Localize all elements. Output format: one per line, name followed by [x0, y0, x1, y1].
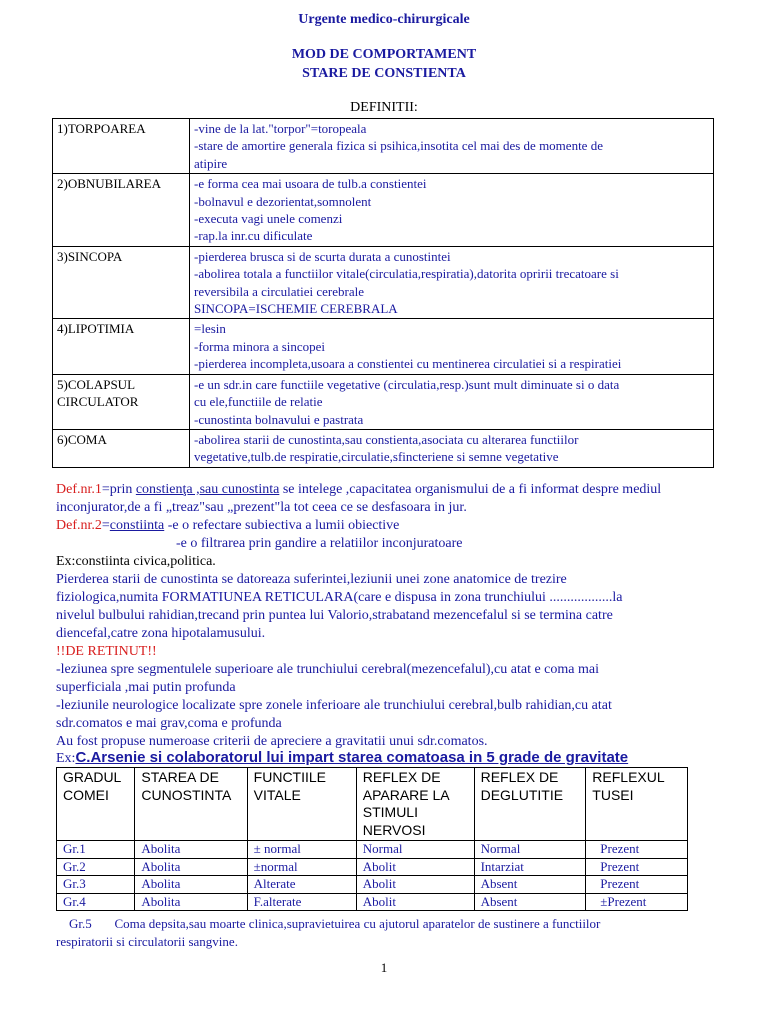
definition-term-line: 6)COMA	[57, 431, 107, 447]
coma-table-cell: Abolit	[356, 893, 474, 911]
definition-2-line-2: -e o filtrarea prin gandire a relatiilor inconjuratoare	[176, 536, 463, 551]
coma-table-header-row	[57, 768, 688, 841]
definition-term-line: CIRCULATOR	[57, 394, 139, 410]
definition-description-line: vegetative,tulb.de respiratie,circulatie,sfincteriene si semne vegetative	[194, 449, 559, 465]
definition-row	[53, 374, 714, 429]
definition-2-line-1	[56, 517, 399, 535]
coma-table-row	[57, 841, 688, 859]
example-1: Ex:constiinta civica,politica.	[56, 554, 216, 569]
grade-5-note	[56, 915, 600, 951]
definition-term	[53, 319, 190, 374]
coma-table-header-line: NERVOSI	[362, 821, 426, 838]
coma-grades-table	[56, 767, 688, 911]
document-header: Urgente medico-chirurgicale	[298, 12, 470, 27]
definition-description	[190, 319, 714, 374]
paragraph-2-line-2: superficiala ,mai putin profunda	[56, 680, 236, 695]
definition-description-line: reversibila a circulatiei cerebrale	[194, 283, 364, 299]
def2-term: constiinta	[109, 518, 165, 533]
page-number: 1	[380, 960, 388, 975]
definition-description-line: atipire	[194, 155, 228, 171]
coma-table-cell: ±normal	[247, 858, 356, 876]
coma-table-header-cell	[356, 768, 474, 841]
coma-table-header-line: GRADUL	[63, 769, 122, 785]
def1-eq: =prin	[101, 482, 136, 497]
example-2	[56, 749, 628, 767]
coma-table-header-line: REFLEX DE	[480, 769, 559, 785]
definition-description-line: =lesin	[194, 321, 226, 337]
def1-label: Def.nr.1	[56, 482, 102, 497]
definition-description-line: -pierderea brusca si de scurta durata a cunostintei	[194, 248, 451, 264]
title-line-1: MOD DE COMPORTAMENT	[291, 47, 477, 62]
coma-table-cell: Gr.1	[57, 841, 135, 859]
paragraph-2-line-3: -leziunile neurologice localizate spre zonele inferioare ale trunchiului cerebral,bulb rahidian,cu atat	[56, 698, 612, 713]
definition-1-line-2: inconjurator,de a fi „treaz"sau „prezent"la tot ceea ce se desfasoara in jur.	[56, 500, 467, 515]
coma-table-header-line: FUNCTIILE	[253, 769, 327, 785]
coma-table-cell: Abolita	[135, 893, 247, 911]
definition-row	[53, 174, 714, 247]
definition-term	[53, 174, 190, 247]
definition-description-line: -e un sdr.in care functiile vegetative (circulatia,resp.)sunt mult diminuate si o data	[194, 376, 620, 392]
definition-row	[53, 119, 714, 174]
coma-table-header-line: VITALE	[253, 786, 301, 803]
definition-term	[53, 119, 190, 174]
definition-description	[190, 246, 714, 319]
def2-rest: -e o refectare subiectiva a lumii obiective	[164, 518, 400, 533]
coma-table-cell: Abolita	[135, 876, 247, 894]
coma-table-header-line: APARARE LA	[362, 786, 450, 803]
coma-table-cell: Gr.2	[57, 858, 135, 876]
coma-table-header-line: TUSEI	[592, 786, 634, 803]
definition-description-line: -abolirea starii de cunostinta,sau constienta,asociata cu alterarea functiilor	[194, 431, 579, 447]
definition-description-line: SINCOPA=ISCHEMIE CEREBRALA	[194, 301, 398, 317]
grade-5-line-2: respiratorii si circulatorii sangvine.	[56, 934, 238, 949]
coma-table-header-line: DEGLUTITIE	[480, 786, 564, 803]
coma-table-cell: ± normal	[247, 841, 356, 859]
paragraph-1-line-1: Pierderea starii de cunostinta se datoreaza suferintei,leziunii unei zone anatomice de trezire	[56, 572, 567, 587]
definition-term	[53, 246, 190, 319]
coma-table-cell: Gr.4	[57, 893, 135, 911]
coma-table-header-cell	[586, 768, 688, 841]
coma-table-header-line: REFLEX DE	[362, 769, 441, 785]
definition-term-line: 1)TORPOAREA	[57, 121, 146, 136]
coma-table-header-cell	[474, 768, 586, 841]
definition-description-line: -stare de amortire generala fizica si psihica,insotita cel mai des de momente de	[194, 138, 603, 154]
paragraph-2-line-5: Au fost propuse numeroase criterii de apreciere a gravitatii unui sdr.comatos.	[56, 734, 488, 749]
coma-table-row	[57, 893, 688, 911]
coma-table-header-line: COMEI	[63, 786, 109, 803]
coma-table-cell: Intarziat	[474, 858, 586, 876]
coma-table-cell: Prezent	[586, 876, 688, 894]
coma-table-cell: Absent	[474, 893, 586, 911]
definition-term	[53, 429, 190, 467]
definitions-table-body	[53, 119, 714, 468]
definition-term-line: 4)LIPOTIMIA	[57, 321, 135, 337]
definition-row	[53, 429, 714, 467]
paragraph-1-line-3: nivelul bulbului rahidian,trecand prin puntea lui Valorio,strabatand mezencefalul si se termina catre	[56, 608, 613, 623]
coma-table-cell: Abolita	[135, 841, 247, 859]
definition-description-line: -forma minora a sincopei	[194, 338, 326, 354]
coma-table-cell: Abolit	[356, 858, 474, 876]
definition-description	[190, 374, 714, 429]
definition-description	[190, 119, 714, 174]
coma-table-body	[57, 841, 688, 911]
definition-description-line: -rap.la inr.cu dificulate	[194, 228, 313, 244]
coma-table-header-line: REFLEXUL	[592, 769, 665, 785]
definition-term	[53, 374, 190, 429]
definition-description-line: -pierderea incompleta,usoara a constientei cu mentinerea circulatiei si a respiratiei	[194, 356, 622, 372]
coma-table-cell: Normal	[474, 841, 586, 859]
coma-table-header-line: STIMULI	[362, 804, 418, 820]
definition-description	[190, 429, 714, 467]
coma-table-cell: Prezent	[586, 858, 688, 876]
coma-table-cell: Alterate	[247, 876, 356, 894]
definitions-heading: DEFINITII:	[350, 100, 418, 115]
coma-table-row	[57, 876, 688, 894]
coma-table-cell: Abolit	[356, 876, 474, 894]
definition-term-line: 2)OBNUBILAREA	[57, 176, 161, 192]
paragraph-2-line-4: sdr.comatos e mai grav,coma e profunda	[56, 716, 282, 731]
coma-table-header-cell	[57, 768, 135, 841]
def2-label: Def.nr.2	[56, 518, 102, 533]
def1-rest: se intelege ,capacitatea organismului de a fi informat despre mediul	[279, 482, 662, 497]
coma-table-header-line: CUNOSTINTA	[141, 786, 232, 803]
definition-term-line: 5)COLAPSUL	[57, 376, 136, 392]
definitions-table	[52, 118, 714, 468]
paragraph-1-line-2: fiziologica,numita FORMATIUNEA RETICULARA(care e dispusa in zona trunchiului ..................la	[56, 590, 623, 605]
definition-row	[53, 319, 714, 374]
definition-description-line: -bolnavul e dezorientat,somnolent	[194, 193, 372, 209]
coma-table-header-line: STAREA DE	[141, 769, 219, 785]
title-line-2: STARE DE CONSTIENTA	[302, 66, 466, 81]
coma-table-cell: Absent	[474, 876, 586, 894]
definition-description-line: -vine de la lat."torpor"=toropeala	[194, 121, 367, 136]
coma-table-row	[57, 858, 688, 876]
coma-table-cell: Abolita	[135, 858, 247, 876]
definition-description-line: cu ele,functiile de relatie	[194, 394, 323, 410]
coma-table-cell: Prezent	[586, 841, 688, 859]
grade-5-line-1: Gr.5 Coma depsita,sau moarte clinica,supravietuirea cu ajutorul aparatelor de sustinere a functiilor	[56, 916, 601, 931]
definition-term-line: 3)SINCOPA	[57, 248, 123, 264]
retinut-note: !!DE RETINUT!!	[56, 644, 157, 659]
coma-table-cell: Normal	[356, 841, 474, 859]
definition-description-line: -executa vagi unele comenzi	[194, 211, 343, 227]
definition-description-line: -e forma cea mai usoara de tulb.a constientei	[194, 176, 427, 192]
def2-eq: =	[101, 518, 110, 533]
coma-table-header-cell	[247, 768, 356, 841]
def1-term: constienţa ,sau cunostinta	[135, 482, 280, 497]
coma-table-cell: ±Prezent	[586, 893, 688, 911]
coma-table-header-cell	[135, 768, 247, 841]
definition-description-line: -cunostinta bolnavului e pastrata	[194, 411, 364, 427]
paragraph-1-line-4: diencefal,catre zona hipotalamusului.	[56, 626, 266, 641]
example-2-heading: C.Arsenie si colaboratorul lui impart starea comatoasa in 5 grade de gravitate	[75, 749, 629, 766]
definition-description	[190, 174, 714, 247]
paragraph-2-line-1: -leziunea spre segmentulele superioare ale trunchiului cerebral(mezencefalul),cu atat e coma mai	[56, 662, 599, 677]
definition-description-line: -abolirea totala a functiilor vitale(circulatia,respiratia),datorita opririi trecatoare si	[194, 266, 619, 282]
example-2-prefix: Ex:	[56, 751, 76, 766]
coma-table-cell: Gr.3	[57, 876, 135, 894]
definition-1-line-1	[56, 481, 661, 499]
coma-table-cell: F.alterate	[247, 893, 356, 911]
definition-row	[53, 246, 714, 319]
